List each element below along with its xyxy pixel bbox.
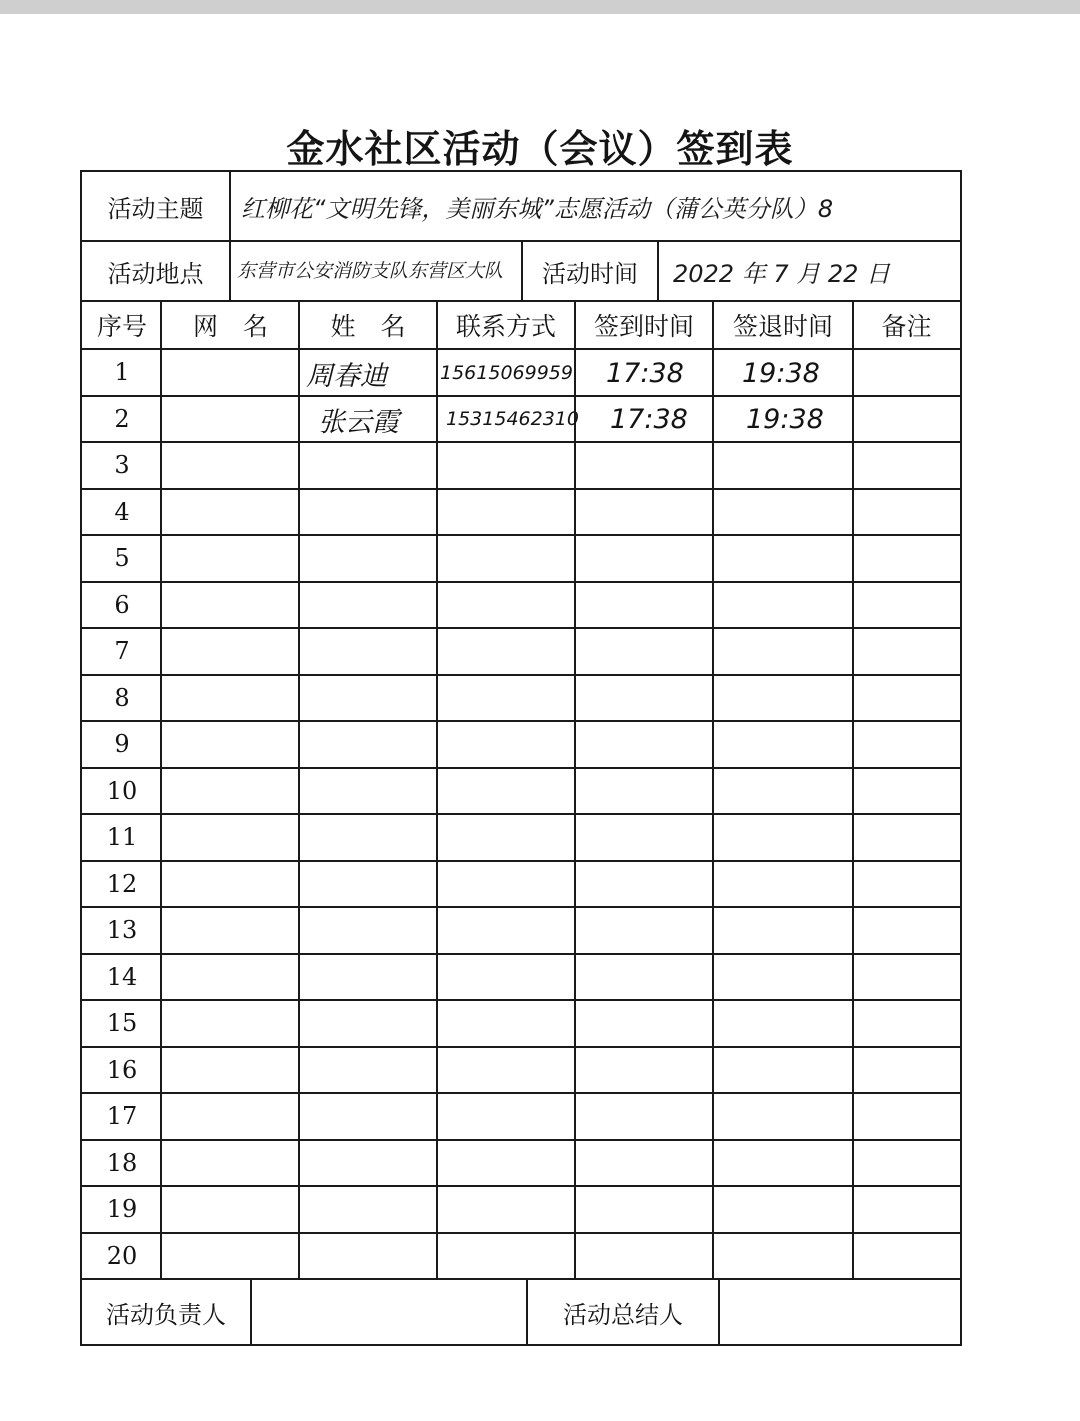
row-number: 5 (114, 544, 130, 573)
table-row (82, 767, 960, 769)
theme-label: 活动主题 (107, 194, 204, 223)
grid-line (712, 302, 714, 1280)
table-row (82, 1139, 960, 1141)
row1-name: 周春迪 (306, 360, 387, 392)
row1-signout: 19:38 (742, 357, 820, 389)
row-number: 15 (106, 1009, 138, 1038)
table-row (82, 488, 960, 490)
table-row (82, 999, 960, 1001)
row-number: 17 (106, 1102, 138, 1131)
row-number: 1 (114, 358, 130, 387)
table-row (82, 674, 960, 676)
row2-name: 张云霞 (318, 406, 399, 438)
sign-in-sheet (80, 170, 962, 1346)
table-row (82, 1185, 960, 1187)
table-row (82, 1232, 960, 1234)
theme-row (82, 172, 960, 242)
row1-signin: 17:38 (606, 357, 684, 389)
row-number: 18 (106, 1148, 138, 1177)
theme-value: 红柳花“文明先锋，美丽东城”志愿活动（蒲公英分队）8 (229, 172, 960, 240)
row2-signin: 17:38 (610, 403, 688, 435)
row2-signout: 19:38 (746, 403, 824, 435)
col-header-signin: 签到时间 (593, 312, 694, 341)
grid-line (298, 302, 300, 1280)
row-number: 7 (114, 637, 130, 666)
place-value: 东营市公安消防支队东营区大队 (229, 242, 521, 300)
row-number: 11 (106, 823, 138, 852)
time-value: 2022 年 7 月 22 日 (657, 242, 960, 300)
page-title: 金水社区活动（会议）签到表 (286, 126, 794, 171)
summary-label: 活动总结人 (526, 1280, 718, 1344)
col-header-signout: 签退时间 (732, 312, 833, 341)
table-row (82, 720, 960, 722)
table-row (82, 813, 960, 815)
row-number: 16 (106, 1055, 138, 1084)
table-row (82, 581, 960, 583)
grid-line (436, 302, 438, 1280)
row2-phone: 15315462310 (446, 408, 579, 430)
place-label: 活动地点 (107, 259, 204, 288)
row-number: 14 (106, 962, 138, 991)
table-row (82, 1092, 960, 1094)
col-header-contact: 联系方式 (455, 312, 556, 341)
row-number: 8 (114, 683, 130, 712)
time-label: 活动时间 (521, 242, 657, 300)
row-number: 6 (114, 590, 130, 619)
table-row (82, 627, 960, 629)
grid-line (574, 302, 576, 1280)
summary-value (718, 1280, 960, 1344)
table-row (82, 534, 960, 536)
row-number: 4 (114, 497, 130, 526)
row-number: 2 (114, 404, 130, 433)
table-row (82, 906, 960, 908)
row-number: 3 (114, 451, 130, 480)
row-number: 19 (106, 1195, 138, 1224)
col-header-netname: 网 名 (192, 312, 268, 341)
row-number: 12 (106, 869, 138, 898)
row1-phone: 15615069959 (440, 362, 573, 384)
table-row (82, 860, 960, 862)
row-number: 9 (114, 730, 130, 759)
top-gray-bar (0, 0, 1080, 14)
row-number: 20 (106, 1241, 138, 1270)
col-header-name: 姓 名 (330, 312, 406, 341)
col-header-note: 备注 (881, 312, 932, 341)
table-row (82, 1046, 960, 1048)
table-row (82, 953, 960, 955)
row-number: 13 (106, 916, 138, 945)
col-header-no: 序号 (96, 312, 147, 341)
leader-value (250, 1280, 526, 1344)
grid-line (852, 302, 854, 1280)
leader-label: 活动负责人 (106, 1300, 226, 1329)
row-number: 10 (106, 776, 138, 805)
place-row (82, 242, 960, 302)
